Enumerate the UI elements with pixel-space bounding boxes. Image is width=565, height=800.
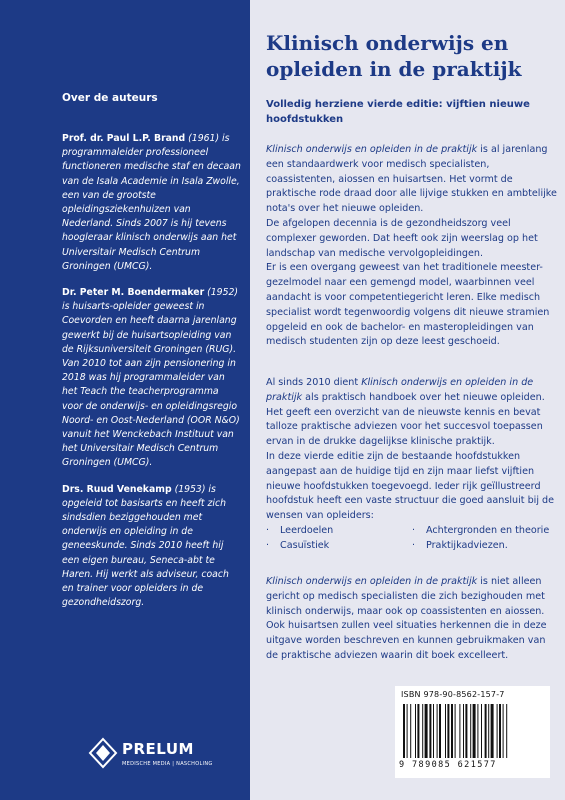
author-bio xyxy=(62,483,242,611)
paragraph: In deze vierde editie zijn de bestaande hoofdstukken aangepast aan de huidige tijd en zijn maar liefst vijftien nieuwe hoofdstukken toegevoegd. Ieder rijk geïllustreerd hoofdstuk heeft een vaste structuur die goed aansluit bij de wensen van opleiders: xyxy=(266,450,555,522)
barcode-icon xyxy=(401,704,543,758)
feature-item xyxy=(266,524,412,539)
bullet-icon: · xyxy=(412,539,416,551)
isbn-label: ISBN 978-90-8562-157-7 xyxy=(401,690,505,699)
author-name: Dr. Peter M. Boendermaker xyxy=(62,287,205,299)
bullet-icon: · xyxy=(266,539,270,551)
description-panel xyxy=(250,0,565,800)
feature-list xyxy=(266,524,558,554)
paragraph-text: is al jarenlang een standaardwerk voor medisch specialisten, coassistenten, aiossen en huisartsen. Het vormt de praktische rode draad door alle lijvige stukken en ambtelijke nota's over het nieuwe opleiden. xyxy=(266,144,557,215)
author-name: Drs. Ruud Venekamp xyxy=(62,483,172,495)
feature-item xyxy=(412,539,558,554)
book-title: Klinisch onderwijs en opleiden in de praktijk xyxy=(266,31,522,81)
feature-label: Leerdoelen xyxy=(280,524,334,536)
feature-label: Casuïstiek xyxy=(280,539,330,551)
description-block-3 xyxy=(266,575,558,664)
book-subtitle: Volledig herziene vierde editie: vijftien nieuwe hoofdstukken xyxy=(266,99,530,125)
description-block-2 xyxy=(266,376,558,554)
book-title-inline: Klinisch onderwijs en opleiden in de praktijk xyxy=(266,576,478,587)
authors-panel xyxy=(0,0,250,800)
feature-item xyxy=(266,539,412,554)
author-text: (1961) is programmaleider professioneel functioneren medische staf en decaan van de Isala Academie in Isala Zwolle, een van de grootste opleidingsziekenhuizen van Nederland. Sinds 2007 is hij tevens hoogleraar klinisch onderwijs aan het Universitair Medisch Centrum Groningen (UMCG). xyxy=(62,133,241,272)
paragraph xyxy=(266,575,558,619)
publisher-logo xyxy=(88,737,238,777)
author-bio xyxy=(62,286,242,471)
author-bio xyxy=(62,132,242,274)
publisher-name: PRELUM xyxy=(122,740,194,758)
author-text: (1952) is huisarts-opleider geweest in Coevorden en heeft daarna jarenlang gewerkt bij de huisartsopleiding van de Rijksuniversiteit Groningen (RUG). Van 2010 tot aan zijn pensionering in 2018 was hij programmaleider van het Teach the teacherprogramma voor de onderwijs- en opleidingsregio Noord- en Oost-Nederland (OOR N&O) vanuit het Wenckebach Instituut van het Universitair Medisch Centrum Groningen (UMCG). xyxy=(62,287,240,469)
prelum-mark-icon xyxy=(88,737,118,769)
paragraph xyxy=(266,143,558,217)
paragraph-text: is niet alleen gericht op medisch specialisten die zich bezighouden met klinisch onderwijs, maar ook op coassistenten en aiossen. xyxy=(266,576,545,617)
authors-heading: Over de auteurs xyxy=(62,92,158,104)
book-title-inline: Klinisch onderwijs en opleiden in de praktijk xyxy=(266,144,478,155)
barcode-panel xyxy=(395,686,550,778)
barcode-digits: 9 789085 621577 xyxy=(399,760,497,770)
bullet-icon: · xyxy=(266,524,270,536)
bullet-icon: · xyxy=(412,524,416,536)
feature-label: Achtergronden en theorie xyxy=(426,524,550,536)
paragraph-text: Al sinds 2010 dient xyxy=(266,377,362,388)
paragraph xyxy=(266,376,558,450)
paragraph: Ook huisartsen zullen veel situaties herkennen die in deze uitgave worden beschreven en kunnen gebruikmaken van de praktische adviezen waarin dit boek excelleert. xyxy=(266,620,547,661)
paragraph-text: als praktisch handboek over het nieuwe opleiden. Het geeft een overzicht van de nieuwste kennis en bevat talloze praktische adviezen voor het succesvol toepassen ervan in de drukke dagelijkse klinische praktijk. xyxy=(266,391,545,448)
paragraph: De afgelopen decennia is de gezondheidszorg veel complexer geworden. Dat heeft ook zijn weerslag op het landschap van medische vervolgopleidingen. xyxy=(266,217,538,259)
feature-label: Praktijkadviezen. xyxy=(426,539,508,551)
description-block-1 xyxy=(266,143,558,350)
feature-item xyxy=(412,524,558,539)
book-title-inline: Klinisch onderwijs en opleiden in de praktijk xyxy=(266,377,534,403)
authors-section xyxy=(62,92,242,623)
author-name: Prof. dr. Paul L.P. Brand xyxy=(62,133,186,144)
publisher-tagline: MEDISCHE MEDIA | NASCHOLING xyxy=(122,761,213,767)
paragraph: Er is een overgang geweest van het traditionele meester-gezelmodel naar een gemengd model, waarbinnen veel aandacht is voor competentiegericht leren. Elke medisch specialist wordt tegenwoordig volgens dit nieuwe stramien opgeleid en ook de bachelor- en masteropleidingen van medisch studenten zijn op deze leest geschoeid. xyxy=(266,262,550,348)
author-text: (1953) is opgeleid tot basisarts en heeft zich sindsdien beziggehouden met onderwijs en opleiding in de geneeskunde. Sinds 2010 heeft hij een eigen bureau, Seneca-abt te Haren. Hij werkt als adviseur, coach en trainer voor opleiders in de gezondheidszorg. xyxy=(62,483,229,609)
